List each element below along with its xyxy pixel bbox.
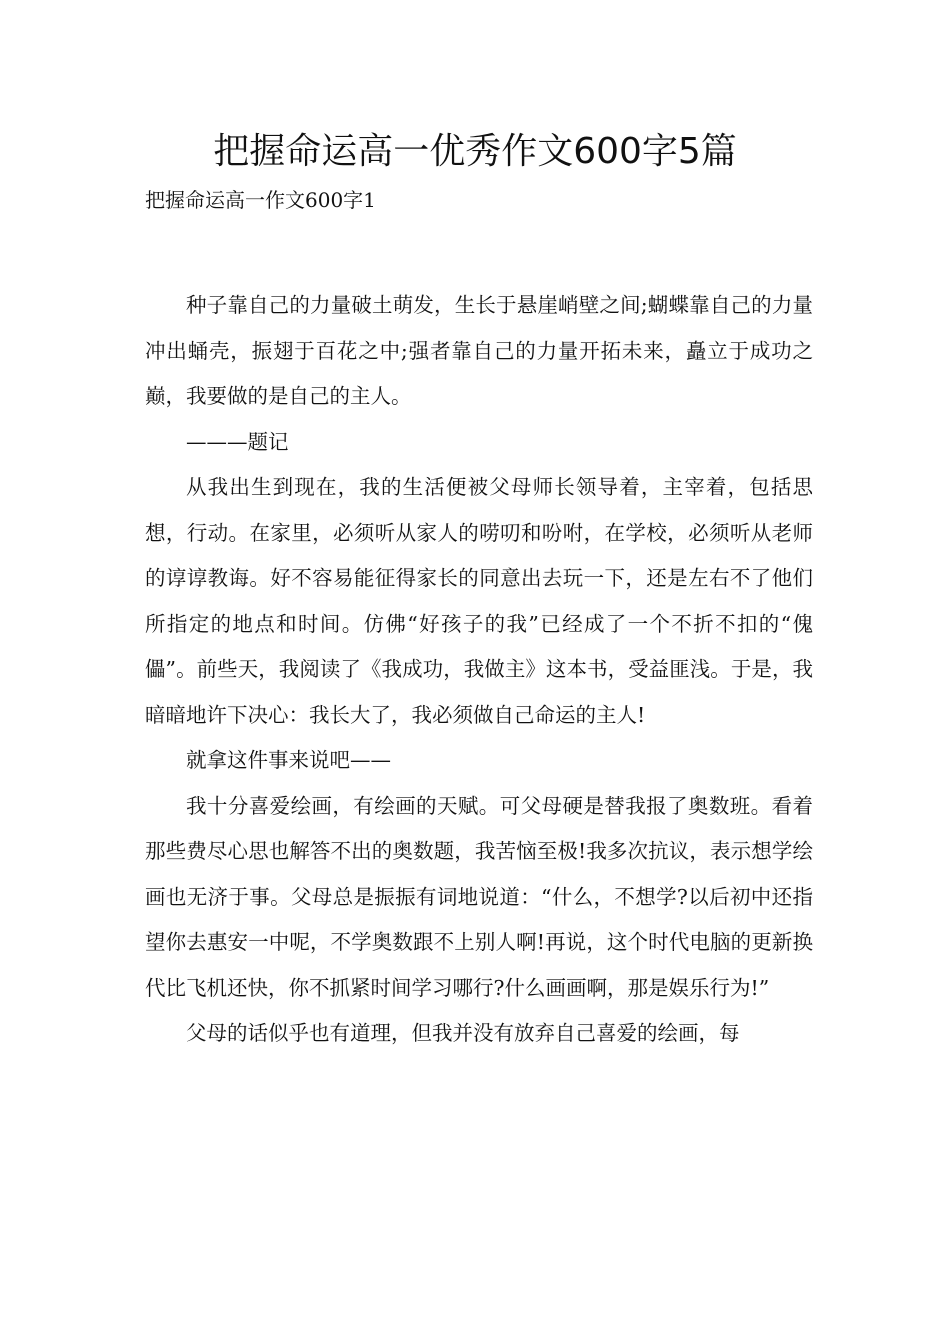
- essay-heading: 把握命运高一作文600字1: [145, 188, 376, 212]
- paragraph-continuation: 父母的话似乎也有道理，但我并没有放弃自己喜爱的绘画，每: [186, 1021, 740, 1045]
- document-title: 把握命运高一优秀作文600字5篇: [213, 131, 737, 172]
- paragraph-story: 我十分喜爱绘画，有绘画的天赋。可父母硬是替我报了奥数班。看着那些费尽心思也解答不出的奥数题，我苦恼至极!我多次抗议，表示想学绘画也无济于事。父母总是振振有词地说道：“什么，不想学?以后初中还指望你去惠安一中呢，不学奥数跟不上别人啊!再说，这个时代电脑的更新换代比飞机还快，你不抓紧时间学习哪行?什么画画啊，那是娱乐行为!”: [145, 793, 813, 1000]
- paragraph-transition: 就拿这件事来说吧——: [186, 748, 391, 772]
- paragraph-epigraph: 种子靠自己的力量破土萌发，生长于悬崖峭壁之间;蝴蝶靠自己的力量冲出蛹壳，振翅于百花之中;强者靠自己的力量开拓未来，矗立于成功之巅，我要做的是自己的主人。: [145, 293, 813, 408]
- paragraph-epigraph-attribution: ———题记: [186, 429, 289, 454]
- paragraph-background: 从我出生到现在，我的生活便被父母师长领导着，主宰着，包括思想，行动。在家里，必须听从家人的唠叨和吩咐，在学校，必须听从老师的谆谆教诲。好不容易能征得家长的同意出去玩一下，还是左右不了他们所指定的地点和时间。仿佛“好孩子的我”已经成了一个不折不扣的“傀儡”。前些天，我阅读了《我成功，我做主》这本书，受益匪浅。于是，我暗暗地许下决心：我长大了，我必须做自己命运的主人!: [145, 475, 813, 727]
- essay-body: [145, 283, 813, 1057]
